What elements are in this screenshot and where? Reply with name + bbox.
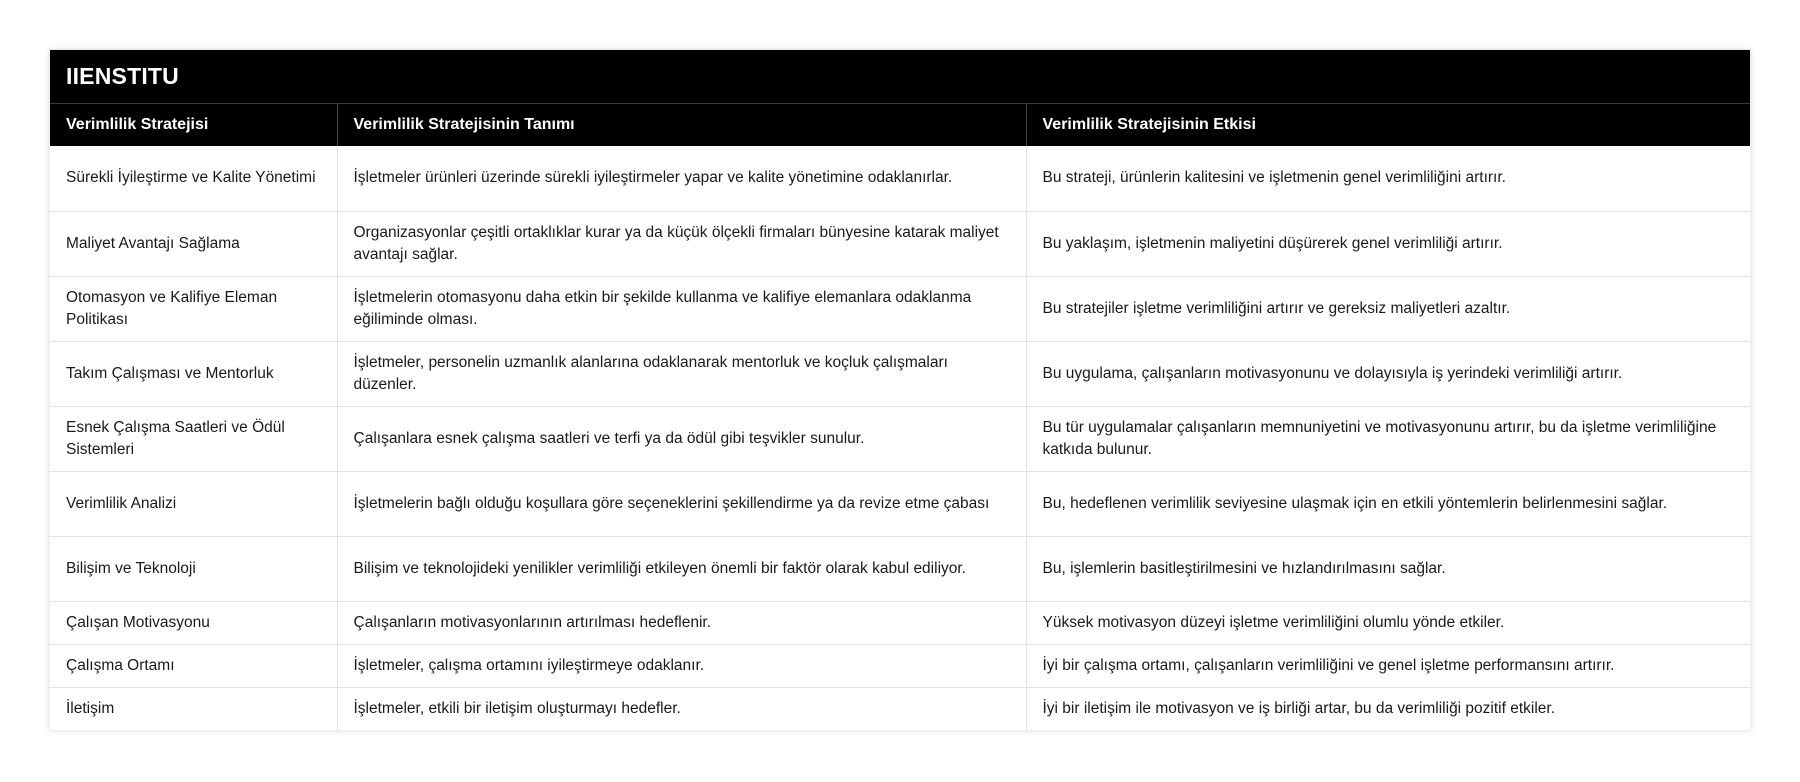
table-row (50, 211, 1750, 276)
cell-strategy: Esnek Çalışma Saatleri ve Ödül Sistemleri (50, 406, 337, 471)
header-effect: Verimlilik Stratejisinin Etkisi (1026, 104, 1750, 146)
brand-title: IIENSTITU (50, 50, 1750, 104)
table-header-row (50, 104, 1750, 146)
header-strategy: Verimlilik Stratejisi (50, 104, 337, 146)
cell-definition: İşletmeler, etkili bir iletişim oluşturmayı hedefler. (337, 687, 1026, 730)
cell-definition: İşletmelerin bağlı olduğu koşullara göre seçeneklerini şekillendirme ya da revize etme çabası (337, 471, 1026, 536)
cell-strategy: Çalışma Ortamı (50, 644, 337, 687)
cell-effect: Bu tür uygulamalar çalışanların memnuniyetini ve motivasyonunu artırır, bu da işletme verimliliğine katkıda bulunur. (1026, 406, 1750, 471)
cell-effect: Bu, hedeflenen verimlilik seviyesine ulaşmak için en etkili yöntemlerin belirlenmesini sağlar. (1026, 471, 1750, 536)
cell-definition: İşletmeler, çalışma ortamını iyileştirmeye odaklanır. (337, 644, 1026, 687)
cell-strategy: İletişim (50, 687, 337, 730)
cell-effect: Yüksek motivasyon düzeyi işletme verimliliğini olumlu yönde etkiler. (1026, 601, 1750, 644)
cell-effect: Bu strateji, ürünlerin kalitesini ve işletmenin genel verimliliğini artırır. (1026, 146, 1750, 211)
header-definition: Verimlilik Stratejisinin Tanımı (337, 104, 1026, 146)
cell-definition: Çalışanlara esnek çalışma saatleri ve terfi ya da ödül gibi teşvikler sunulur. (337, 406, 1026, 471)
strategy-table (50, 104, 1750, 730)
cell-effect: İyi bir iletişim ile motivasyon ve iş birliği artar, bu da verimliliği pozitif etkiler. (1042, 699, 1556, 717)
cell-strategy: Otomasyon ve Kalifiye Eleman Politikası (50, 276, 337, 341)
cell-definition: İşletmeler, personelin uzmanlık alanlarına odaklanarak mentorluk ve koçluk çalışmaları düzenler. (337, 341, 1026, 406)
cell-strategy: Verimlilik Analizi (50, 471, 337, 536)
strategy-table-card (50, 50, 1750, 730)
cell-effect: İyi bir çalışma ortamı, çalışanların verimliliğini ve genel işletme performansını artırır. (1026, 644, 1750, 687)
cell-definition: İşletmeler ürünleri üzerinde sürekli iyileştirmeler yapar ve kalite yönetimine odaklanırlar. (337, 146, 1026, 211)
table-row (50, 146, 1750, 211)
table-row (50, 687, 1750, 730)
table-row (50, 536, 1750, 601)
cell-effect: Bu, işlemlerin basitleştirilmesini ve hızlandırılmasını sağlar. (1026, 536, 1750, 601)
table-row (50, 341, 1750, 406)
table-row (50, 644, 1750, 687)
table-row (50, 406, 1750, 471)
cell-strategy: Takım Çalışması ve Mentorluk (50, 341, 337, 406)
cell-definition: Organizasyonlar çeşitli ortaklıklar kurar ya da küçük ölçekli firmaları bünyesine katarak maliyet avantajı sağlar. (337, 211, 1026, 276)
cell-strategy: Çalışan Motivasyonu (50, 601, 337, 644)
cell-definition: İşletmelerin otomasyonu daha etkin bir şekilde kullanma ve kalifiye elemanlara odaklanma eğiliminde olması. (337, 276, 1026, 341)
cell-definition: Bilişim ve teknolojideki yenilikler verimliliği etkileyen önemli bir faktör olarak kabul ediliyor. (337, 536, 1026, 601)
cell-strategy: Bilişim ve Teknoloji (50, 536, 337, 601)
cell-strategy: Maliyet Avantajı Sağlama (50, 211, 337, 276)
table-row (50, 276, 1750, 341)
table-row (50, 471, 1750, 536)
cell-effect: Bu uygulama, çalışanların motivasyonunu ve dolayısıyla iş yerindeki verimliliği artırır. (1026, 341, 1750, 406)
cell-effect: Bu stratejiler işletme verimliliğini artırır ve gereksiz maliyetleri azaltır. (1026, 276, 1750, 341)
table-row (50, 601, 1750, 644)
cell-effect: Bu yaklaşım, işletmenin maliyetini düşürerek genel verimliliği artırır. (1026, 211, 1750, 276)
cell-definition: Çalışanların motivasyonlarının artırılması hedeflenir. (337, 601, 1026, 644)
cell-strategy: Sürekli İyileştirme ve Kalite Yönetimi (50, 146, 337, 211)
